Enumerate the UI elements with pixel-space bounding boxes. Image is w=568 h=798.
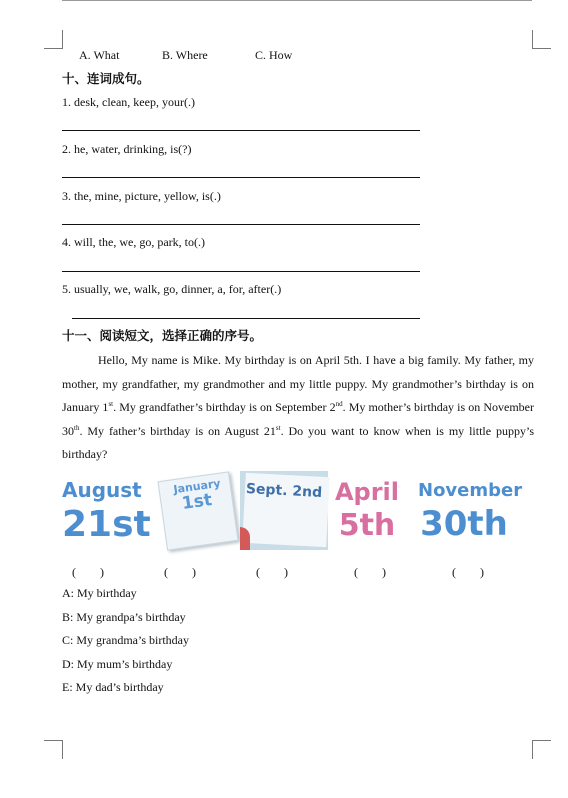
answer-line-4[interactable] bbox=[62, 271, 420, 272]
answer-line-5[interactable] bbox=[72, 318, 420, 319]
date-card-april: April 5th bbox=[334, 478, 400, 543]
answer-bracket-5[interactable]: ( ) bbox=[452, 565, 484, 579]
answer-bracket-4[interactable]: ( ) bbox=[354, 565, 386, 579]
answer-line-1[interactable] bbox=[62, 130, 420, 131]
option-a: A: My birthday bbox=[62, 586, 137, 600]
choice-c: C. How bbox=[255, 48, 293, 62]
date-card-november: November 30th bbox=[418, 480, 523, 544]
date-card-january: January 1st bbox=[156, 474, 238, 550]
reading-passage: Hello, My name is Mike. My birthday is on April 5th. I have a big family. My father, my mother, my grandfather, my grandmother and my little puppy. My grandmother’s birthday is on January 1st. My grandfather’s birthday is on September 2nd. My mother’s birthday is on November 30th. My father’s birthday is on August 21st. Do you want to know when is my little puppy’s birthday? bbox=[62, 353, 534, 461]
option-d: D: My mum’s birthday bbox=[62, 657, 173, 671]
option-b: B: My grandpa’s birthday bbox=[62, 610, 186, 624]
crop-mark-top-left bbox=[44, 30, 63, 49]
choice-b: B. Where bbox=[162, 48, 208, 62]
crop-mark-bottom-left bbox=[44, 740, 63, 759]
answer-line-2[interactable] bbox=[62, 177, 420, 178]
answer-bracket-1[interactable]: ( ) bbox=[72, 565, 104, 579]
answer-line-3[interactable] bbox=[62, 224, 420, 225]
crop-mark-bottom-right bbox=[532, 740, 551, 759]
sentence-item-5: 5. usually, we, walk, go, dinner, a, for, after(.) bbox=[62, 282, 282, 296]
date-card-september: Sept. 2nd bbox=[240, 471, 328, 550]
sentence-item-4: 4. will, the, we, go, park, to(.) bbox=[62, 235, 205, 249]
option-e: E: My dad’s birthday bbox=[62, 680, 164, 694]
sentence-item-2: 2. he, water, drinking, is(?) bbox=[62, 142, 192, 156]
sentence-item-1: 1. desk, clean, keep, your(.) bbox=[62, 95, 195, 109]
choice-a: A. What bbox=[79, 48, 120, 62]
answer-bracket-3[interactable]: ( ) bbox=[256, 565, 288, 579]
crop-mark-top-right bbox=[532, 30, 551, 49]
option-c: C: My grandma’s birthday bbox=[62, 633, 189, 647]
page-top-rule bbox=[62, 0, 532, 1]
date-card-august: August 21st bbox=[62, 478, 151, 545]
sentence-item-3: 3. the, mine, picture, yellow, is(.) bbox=[62, 189, 221, 203]
section-10-heading: 十、连词成句。 bbox=[62, 71, 150, 86]
answer-bracket-2[interactable]: ( ) bbox=[164, 565, 196, 579]
section-11-heading: 十一、阅读短文，选择正确的序号。 bbox=[62, 328, 263, 343]
